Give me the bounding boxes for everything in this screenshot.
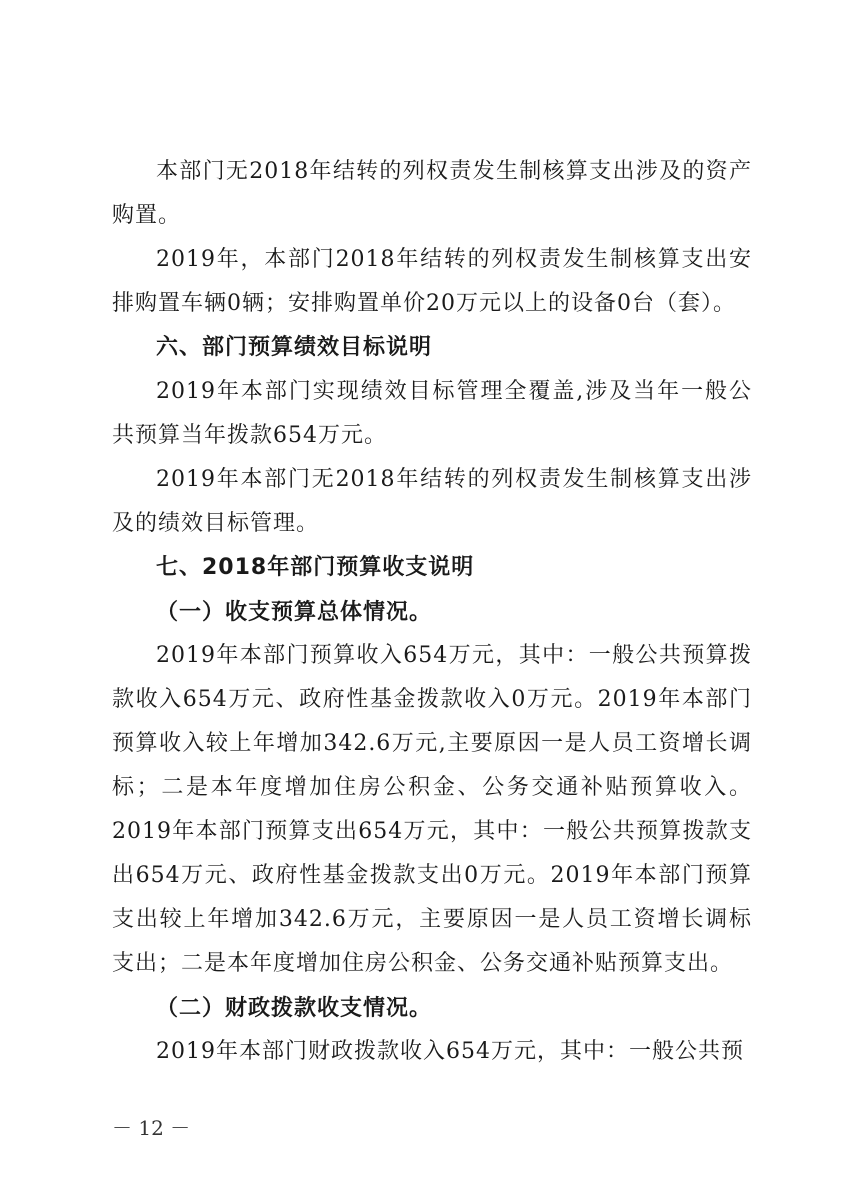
paragraph-overall-budget: 2019年本部门预算收入654万元，其中：一般公共预算拨款收入654万元、政府性基金拨款收入0万元。2019年本部门预算收入较上年增加342.6万元,主要原因一是人员工资增长调标；二是本年度增加住房公积金、公务交通补贴预算收入。2019年本部门预算支出654万元，其中：一般公共预算拨款支出654万元、政府性基金拨款支出0万元。2019年本部门预算支出较上年增加342.6万元，主要原因一是人员工资增长调标支出；二是本年度增加住房公积金、公务交通补贴预算支出。 — [112, 643, 752, 976]
section-heading-performance-goals: 六、部门预算绩效目标说明 — [156, 335, 433, 360]
paragraph-performance-coverage: 2019年本部门实现绩效目标管理全覆盖,涉及当年一般公共预算当年拨款654万元。 — [112, 379, 752, 448]
subsection-heading-overall-budget: （一）收支预算总体情况。 — [156, 599, 433, 625]
section-heading-budget-explanation: 七、2018年部门预算收支说明 — [156, 555, 475, 580]
document-body — [112, 150, 752, 1074]
paragraph-asset-purchase: 本部门无2018年结转的列权责发生制核算支出涉及的资产购置。 — [112, 159, 752, 228]
paragraph-fiscal-appropriation: 2019年本部门财政拨款收入654万元，其中：一般公共预 — [156, 1039, 744, 1064]
paragraph-vehicle-equipment: 2019年，本部门2018年结转的列权责发生制核算支出安排购置车辆0辆；安排购置单价20万元以上的设备0台（套）。 — [112, 247, 752, 316]
paragraph-performance-carryover: 2019年本部门无2018年结转的列权责发生制核算支出涉及的绩效目标管理。 — [112, 467, 752, 536]
subsection-heading-fiscal-appropriation: （二）财政拨款收支情况。 — [156, 995, 433, 1021]
page-number: － 12 － — [112, 1116, 191, 1140]
